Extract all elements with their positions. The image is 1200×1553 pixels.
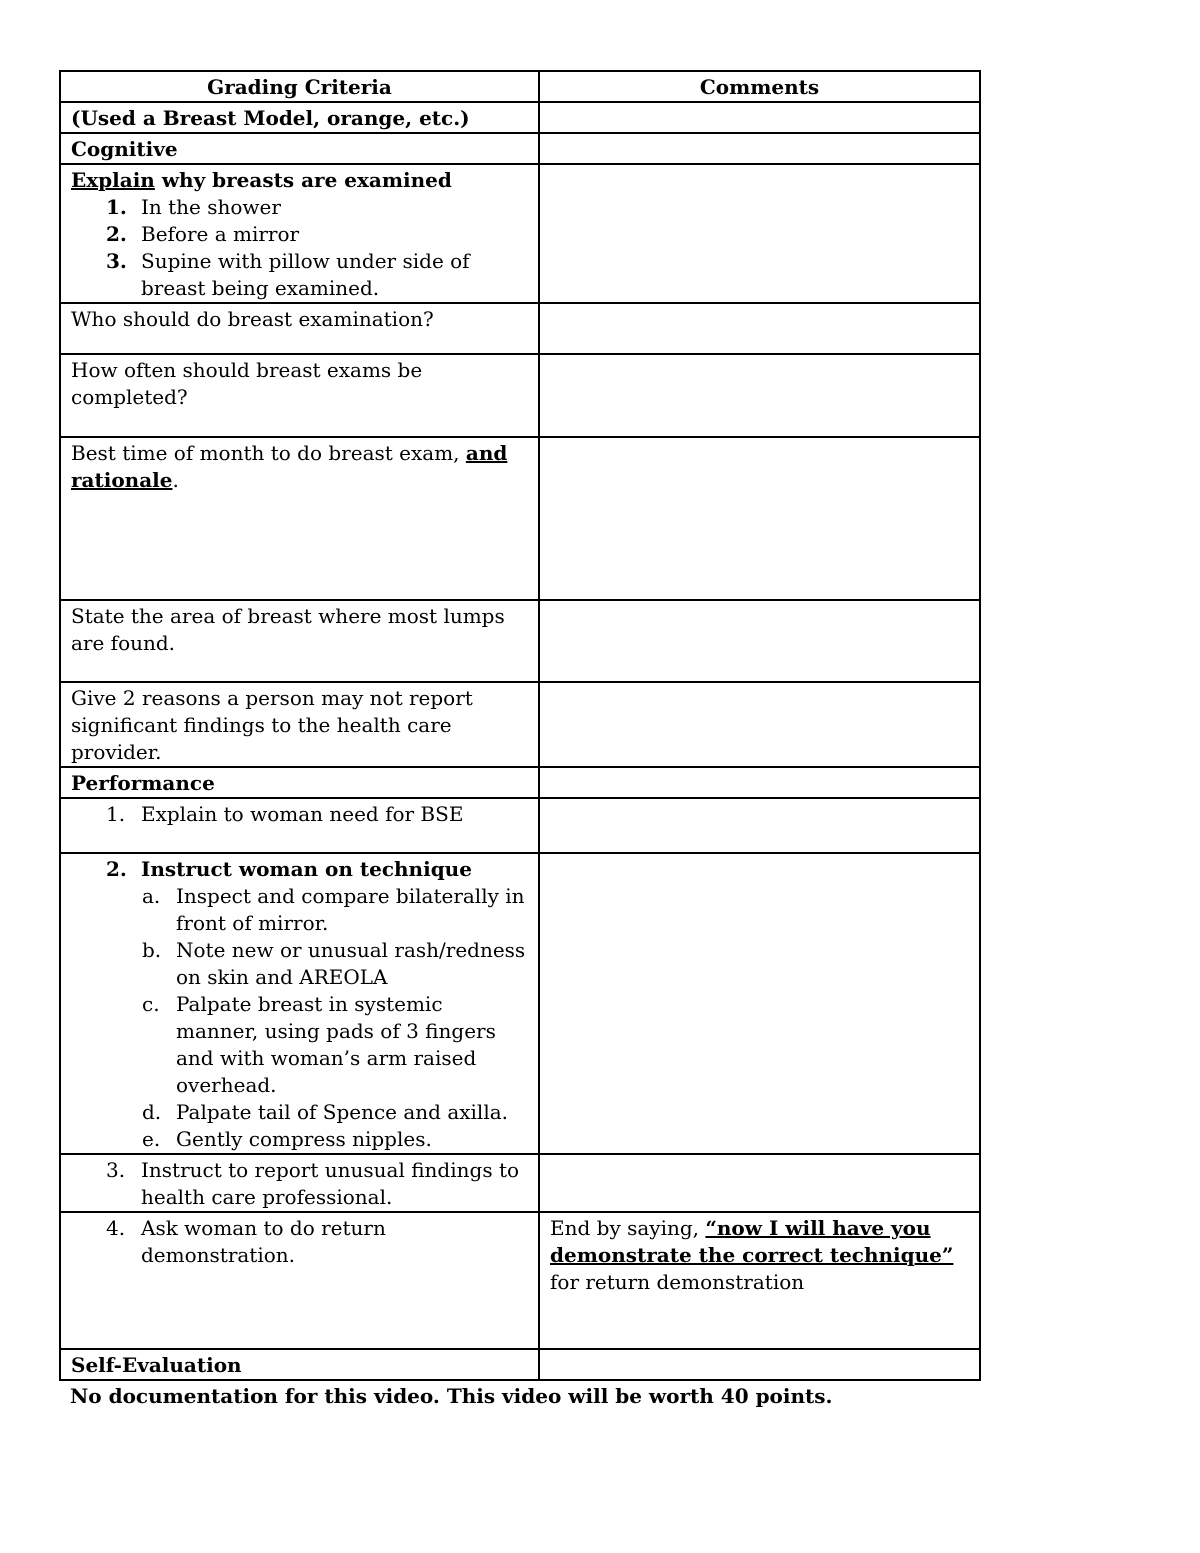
- explain-heading: Explain why breasts are examined: [71, 168, 452, 192]
- grading-table: [59, 70, 981, 1381]
- criterion-perf-4: [60, 1212, 539, 1349]
- comment-cell: [539, 102, 980, 133]
- section-row: [60, 133, 980, 164]
- criterion-who: Who should do breast examination?: [60, 303, 539, 354]
- table-row: [60, 437, 980, 600]
- list-item: d. Palpate tail of Spence and axilla.: [142, 1100, 509, 1124]
- table-row: [60, 682, 980, 767]
- table-row: [60, 853, 980, 1154]
- section-self-evaluation: Self-Evaluation: [60, 1349, 539, 1380]
- footer-note: No documentation for this video. This video will be worth 40 points.: [70, 1384, 833, 1408]
- header-row: [60, 71, 980, 102]
- comment-cell: [539, 303, 980, 354]
- model-note: (Used a Breast Model, orange, etc.): [60, 102, 539, 133]
- list-item: 2. Before a mirror: [106, 222, 300, 246]
- section-performance: Performance: [60, 767, 539, 798]
- comment-cell: [539, 798, 980, 853]
- list-item: 2. Instruct woman on technique: [106, 857, 472, 881]
- table-row: [60, 303, 980, 354]
- criterion-perf-3: [60, 1154, 539, 1212]
- section-cognitive: Cognitive: [60, 133, 539, 164]
- comment-cell: [539, 133, 980, 164]
- list-item: a. Inspect and compare bilaterally in front of mirror.: [142, 884, 525, 935]
- comment-cell: [539, 767, 980, 798]
- criterion-best-time: Best time of month to do breast exam, and rationale.: [60, 437, 539, 600]
- explain-list: [71, 194, 528, 302]
- comment-return-demo: End by saying, “now I will have you demonstrate the correct technique” for return demonstration: [539, 1212, 980, 1349]
- comment-cell: [539, 682, 980, 767]
- table-row: [60, 1212, 980, 1349]
- list-item: e. Gently compress nipples.: [142, 1127, 432, 1151]
- table-row: [60, 102, 980, 133]
- comment-cell: [539, 600, 980, 682]
- list-item: c. Palpate breast in systemic manner, using pads of 3 fingers and with woman’s arm raised overhead.: [142, 992, 496, 1097]
- criterion-perf-2: [60, 853, 539, 1154]
- table-row: [60, 164, 980, 303]
- table-row: [60, 1154, 980, 1212]
- comment-cell: [539, 354, 980, 437]
- criteria-header: Grading Criteria: [60, 71, 539, 102]
- technique-list: [71, 883, 528, 1153]
- table-row: [60, 798, 980, 853]
- list-item: 1. In the shower: [106, 195, 281, 219]
- comment-cell: [539, 437, 980, 600]
- comments-header: Comments: [539, 71, 980, 102]
- comment-cell: [539, 1349, 980, 1380]
- comment-cell: [539, 853, 980, 1154]
- list-item: 3. Supine with pillow under side of breast being examined.: [106, 249, 470, 300]
- section-row: [60, 767, 980, 798]
- criterion-perf-1: [60, 798, 539, 853]
- comment-cell: [539, 1154, 980, 1212]
- list-item: b. Note new or unusual rash/redness on skin and AREOLA: [142, 938, 526, 989]
- table-row: [60, 600, 980, 682]
- list-item: 3. Instruct to report unusual findings to health care professional.: [106, 1158, 520, 1209]
- section-row: [60, 1349, 980, 1380]
- table-row: [60, 354, 980, 437]
- criterion-explain: [60, 164, 539, 303]
- criterion-reasons: Give 2 reasons a person may not report significant findings to the health care provider.: [60, 682, 539, 767]
- list-item: 1. Explain to woman need for BSE: [106, 802, 464, 826]
- comment-cell: [539, 164, 980, 303]
- list-item: 4. Ask woman to do return demonstration.: [106, 1216, 386, 1267]
- criterion-area: State the area of breast where most lumps are found.: [60, 600, 539, 682]
- criterion-how-often: How often should breast exams be completed?: [60, 354, 539, 437]
